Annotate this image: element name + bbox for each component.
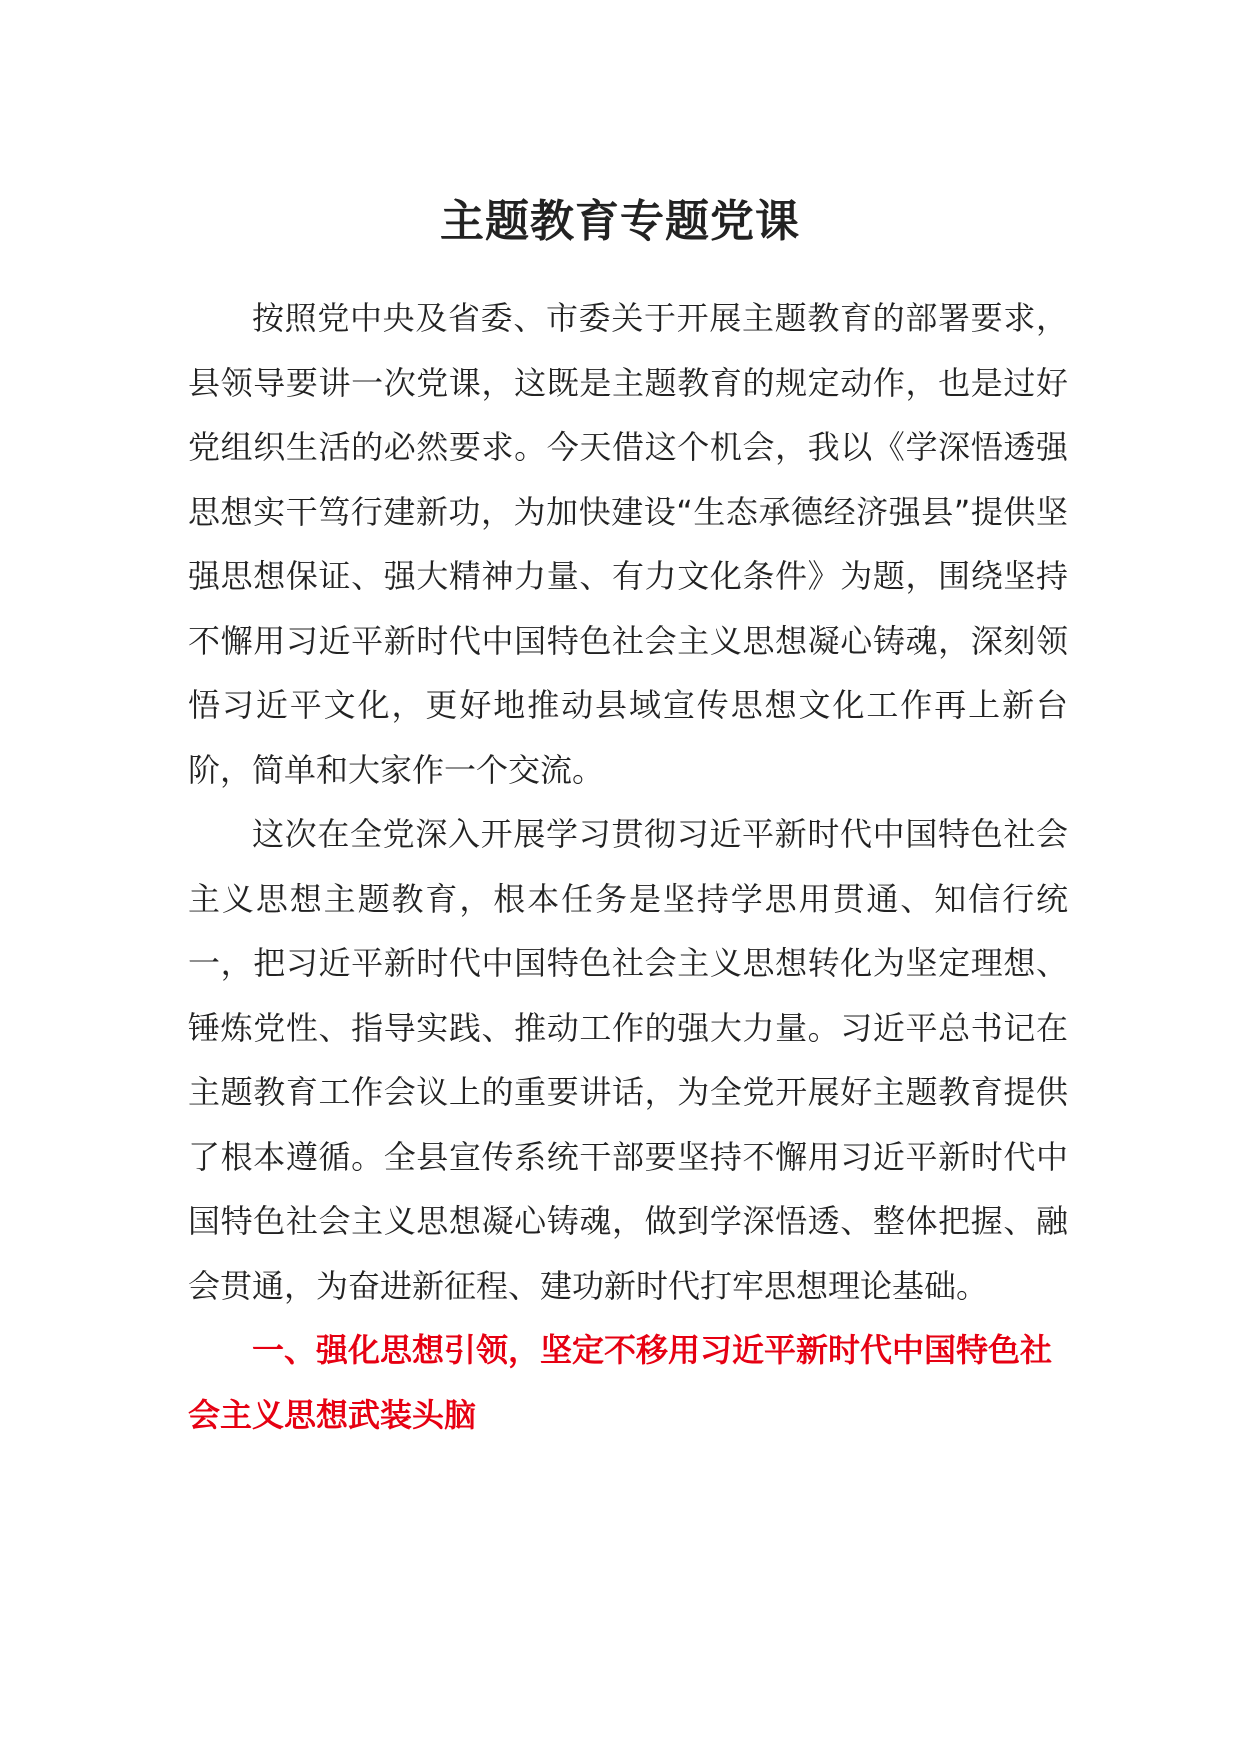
section-heading-one: 一、强化思想引领，坚定不移用习近平新时代中国特色社会主义思想武装头脑	[188, 1331, 1053, 1434]
document-title: 主题教育专题党课	[440, 196, 800, 247]
paragraph-intro: 按照党中央及省委、市委关于开展主题教育的部署要求，县领导要讲一次党课，这既是主题教育的规定动作，也是过好党组织生活的必然要求。今天借这个机会，我以《学深悟透强思想实干笃行建新功，为加快建设“生态承德经济强县”提供坚强思想保证、强大精神力量、有力文化条件》为题，围绕坚持不懈用习近平新时代中国特色社会主义思想凝心铸魂，深刻领悟习近平文化，更好地推动县域宣传思想文化工作再上新台阶，简单和大家作一个交流。	[188, 299, 1068, 789]
document-body	[188, 286, 1068, 1447]
paragraph-main-task: 这次在全党深入开展学习贯彻习近平新时代中国特色社会主义思想主题教育，根本任务是坚持学思用贯通、知信行统一，把习近平新时代中国特色社会主义思想转化为坚定理想、锤炼党性、指导实践、推动工作的强大力量。习近平总书记在主题教育工作会议上的重要讲话，为全党开展好主题教育提供了根本遵循。全县宣传系统干部要坚持不懈用习近平新时代中国特色社会主义思想凝心铸魂，做到学深悟透、整体把握、融会贯通，为奋进新征程、建功新时代打牢思想理论基础。	[188, 815, 1068, 1305]
